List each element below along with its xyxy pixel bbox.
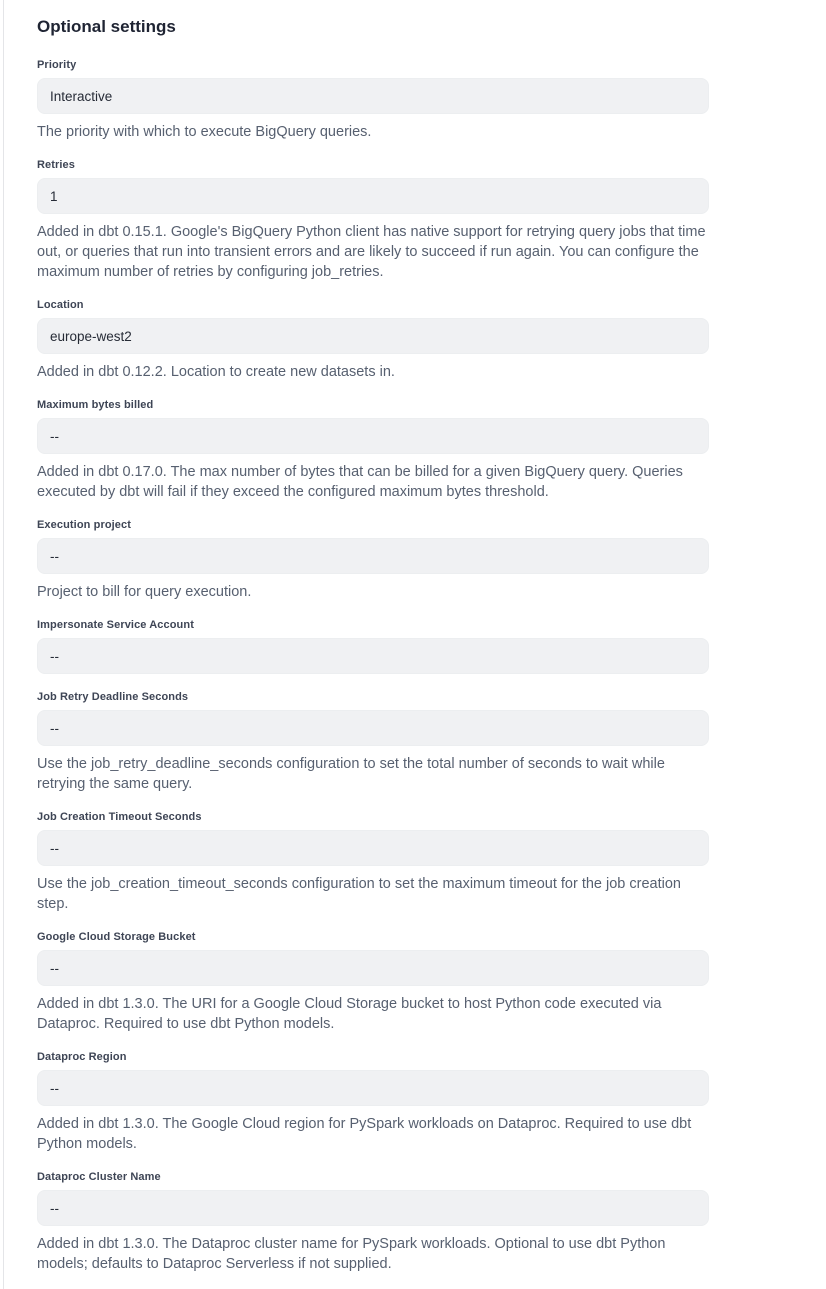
priority-help: The priority with which to execute BigQuery queries. (37, 124, 372, 140)
field-dataproc-region (37, 1050, 709, 1154)
priority-input[interactable]: Interactive (37, 78, 709, 114)
field-maximum-bytes-billed (37, 398, 709, 502)
retries-label: Retries (37, 159, 75, 171)
impersonate-service-account-label: Impersonate Service Account (37, 619, 194, 631)
location-label: Location (37, 299, 84, 311)
maximum-bytes-billed-label: Maximum bytes billed (37, 399, 154, 411)
job-retry-deadline-seconds-label: Job Retry Deadline Seconds (37, 691, 189, 703)
dataproc-cluster-name-input[interactable]: -- (37, 1190, 709, 1226)
location-help: Added in dbt 0.12.2. Location to create new datasets in. (37, 364, 395, 380)
dataproc-region-input[interactable]: -- (37, 1070, 709, 1106)
dataproc-cluster-name-help: Added in dbt 1.3.0. The Dataproc cluster name for PySpark workloads. Optional to use dbt Python models; defaults to Dataproc Serverless if not supplied. (37, 1236, 666, 1272)
execution-project-input[interactable]: -- (37, 538, 709, 574)
dataproc-region-label: Dataproc Region (37, 1051, 127, 1063)
maximum-bytes-billed-help: Added in dbt 0.17.0. The max number of bytes that can be billed for a given BigQuery query. Queries executed by dbt will fail if they exceed the configured maximum bytes threshold. (37, 464, 683, 500)
field-execution-project (37, 518, 709, 602)
field-priority (37, 58, 709, 142)
job-creation-timeout-seconds-input[interactable]: -- (37, 830, 709, 866)
field-retries (37, 158, 709, 282)
field-location (37, 298, 709, 382)
field-job-creation-timeout-seconds (37, 810, 709, 914)
location-input[interactable]: europe-west2 (37, 318, 709, 354)
job-creation-timeout-seconds-help: Use the job_creation_timeout_seconds configuration to set the maximum timeout for the job creation step. (37, 876, 681, 912)
dataproc-region-help: Added in dbt 1.3.0. The Google Cloud region for PySpark workloads on Dataproc. Required to use dbt Python models. (37, 1116, 692, 1152)
maximum-bytes-billed-input[interactable]: -- (37, 418, 709, 454)
field-google-cloud-storage-bucket (37, 930, 709, 1034)
google-cloud-storage-bucket-label: Google Cloud Storage Bucket (37, 931, 196, 943)
google-cloud-storage-bucket-input[interactable]: -- (37, 950, 709, 986)
dataproc-cluster-name-label: Dataproc Cluster Name (37, 1171, 161, 1183)
fields-list (37, 58, 709, 1274)
google-cloud-storage-bucket-help: Added in dbt 1.3.0. The URI for a Google Cloud Storage bucket to host Python code executed via Dataproc. Required to use dbt Python models. (37, 996, 662, 1032)
field-job-retry-deadline-seconds (37, 690, 709, 794)
priority-label: Priority (37, 59, 77, 71)
execution-project-label: Execution project (37, 519, 131, 531)
retries-help: Added in dbt 0.15.1. Google's BigQuery Python client has native support for retrying query jobs that time out, or queries that run into transient errors and are likely to succeed if run again. You can configure the maximum number of retries by configuring job_retries. (37, 224, 706, 280)
page-title: Optional settings (37, 17, 176, 36)
field-dataproc-cluster-name (37, 1170, 709, 1274)
job-creation-timeout-seconds-label: Job Creation Timeout Seconds (37, 811, 202, 823)
job-retry-deadline-seconds-input[interactable]: -- (37, 710, 709, 746)
impersonate-service-account-input[interactable]: -- (37, 638, 709, 674)
panel-left-border (3, 0, 4, 1289)
job-retry-deadline-seconds-help: Use the job_retry_deadline_seconds configuration to set the total number of seconds to wait while retrying the same query. (37, 756, 665, 792)
execution-project-help: Project to bill for query execution. (37, 584, 252, 600)
field-impersonate-service-account (37, 618, 709, 674)
retries-input[interactable]: 1 (37, 178, 709, 214)
